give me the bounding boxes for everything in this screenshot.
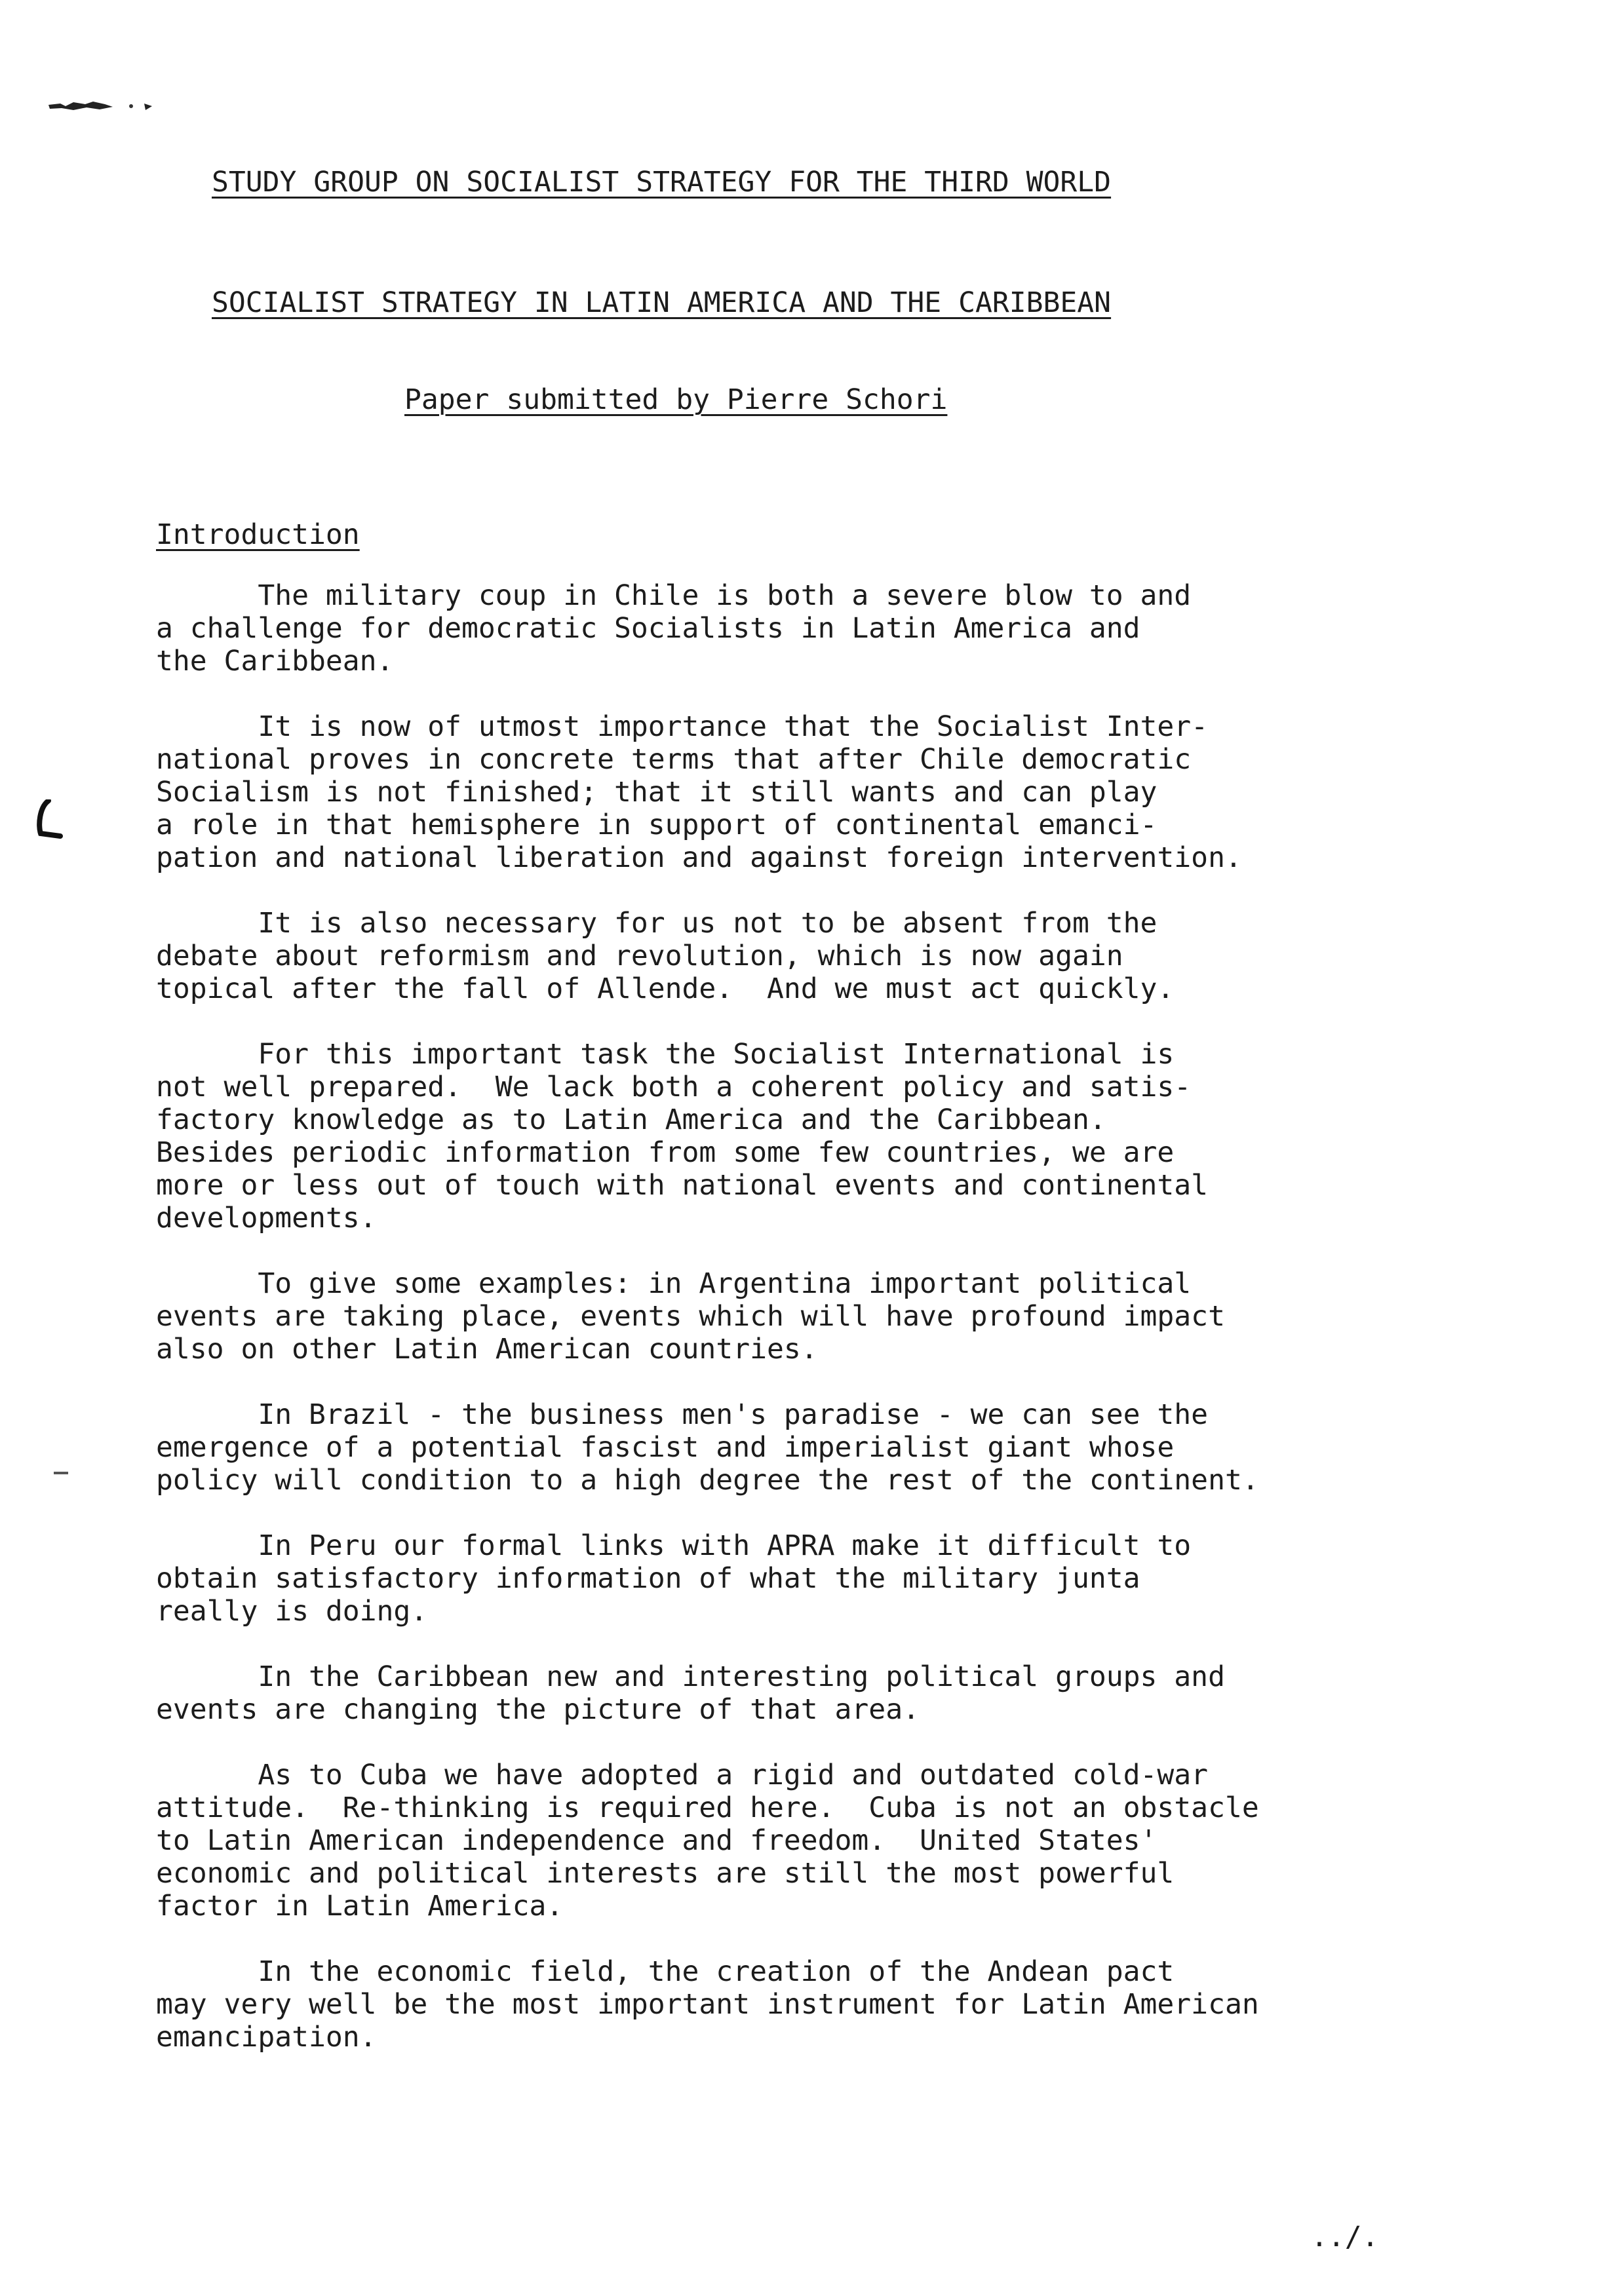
- byline: Paper submitted by Pierre Schori: [404, 383, 948, 416]
- text-line: to Latin American independence and freedom. United States': [156, 1824, 1158, 1857]
- text-line: In the economic field, the creation of the Andean pact: [156, 1955, 1175, 1988]
- text-line: It is also necessary for us not to be absent from the: [156, 907, 1158, 940]
- text-line: not well prepared. We lack both a coherent policy and satis-: [156, 1071, 1192, 1103]
- text-line: topical after the fall of Allende. And we must act quickly.: [156, 972, 1175, 1005]
- text-line: a role in that hemisphere in support of continental emanci-: [156, 809, 1158, 841]
- text-line: may very well be the most important instrument for Latin American: [156, 1988, 1259, 2021]
- text-line: also on other Latin American countries.: [156, 1333, 818, 1366]
- text-line: The military coup in Chile is both a severe blow to and: [156, 579, 1192, 612]
- text-line: It is now of utmost importance that the Socialist Inter-: [156, 710, 1209, 743]
- paragraph-8: [156, 1660, 1225, 1726]
- text-line: For this important task the Socialist International is: [156, 1038, 1175, 1071]
- text-line: developments.: [156, 1202, 377, 1234]
- paragraph-10: [156, 1955, 1259, 2054]
- text-line: Socialism is not finished; that it still wants and can play: [156, 776, 1158, 809]
- text-line: debate about reformism and revolution, which is now again: [156, 940, 1123, 972]
- text-line: the Caribbean.: [156, 645, 394, 678]
- paragraph-5: [156, 1267, 1225, 1366]
- paragraph-7: [156, 1529, 1191, 1628]
- text-line: In Brazil - the business men's paradise - we can see the: [156, 1398, 1209, 1431]
- text-line: To give some examples: in Argentina important political: [156, 1267, 1192, 1300]
- text-line: policy will condition to a high degree the rest of the continent.: [156, 1464, 1259, 1497]
- text-line: a challenge for democratic Socialists in Latin America and: [156, 612, 1140, 645]
- paragraph-3: [156, 907, 1174, 1005]
- text-line: Besides periodic information from some few countries, we are: [156, 1136, 1175, 1169]
- paragraph-2: [156, 710, 1242, 874]
- margin-dash: [54, 1472, 68, 1474]
- paragraph-4: [156, 1038, 1208, 1234]
- text-line: national proves in concrete terms that after Chile democratic: [156, 743, 1192, 776]
- ink-mark: [47, 98, 159, 114]
- text-line: factory knowledge as to Latin America and the Caribbean.: [156, 1103, 1106, 1136]
- continuation-mark: ../.: [1311, 2221, 1379, 2253]
- text-line: As to Cuba we have adopted a rigid and outdated cold-war: [156, 1759, 1209, 1791]
- paragraph-9: [156, 1759, 1259, 1923]
- section-title: Introduction: [156, 518, 360, 551]
- paragraph-6: [156, 1398, 1259, 1497]
- text-line: events are changing the picture of that area.: [156, 1693, 920, 1726]
- paragraph-1: [156, 579, 1191, 678]
- text-line: factor in Latin America.: [156, 1890, 564, 1923]
- group-title: STUDY GROUP ON SOCIALIST STRATEGY FOR THE THIRD WORLD: [212, 166, 1112, 199]
- text-line: more or less out of touch with national events and continental: [156, 1169, 1209, 1202]
- text-line: emergence of a potential fascist and imperialist giant whose: [156, 1431, 1175, 1464]
- text-line: really is doing.: [156, 1595, 428, 1628]
- paper-title: SOCIALIST STRATEGY IN LATIN AMERICA AND THE CARIBBEAN: [212, 286, 1112, 319]
- text-line: pation and national liberation and against foreign intervention.: [156, 841, 1242, 874]
- text-line: obtain satisfactory information of what the military junta: [156, 1562, 1140, 1595]
- text-line: In the Caribbean new and interesting political groups and: [156, 1660, 1225, 1693]
- text-line: events are taking place, events which will have profound impact: [156, 1300, 1225, 1333]
- text-line: emancipation.: [156, 2021, 377, 2054]
- bracket-mark: [34, 799, 63, 839]
- text-line: In Peru our formal links with APRA make it difficult to: [156, 1529, 1192, 1562]
- text-line: attitude. Re-thinking is required here. Cuba is not an obstacle: [156, 1791, 1259, 1824]
- text-line: economic and political interests are still the most powerful: [156, 1857, 1175, 1890]
